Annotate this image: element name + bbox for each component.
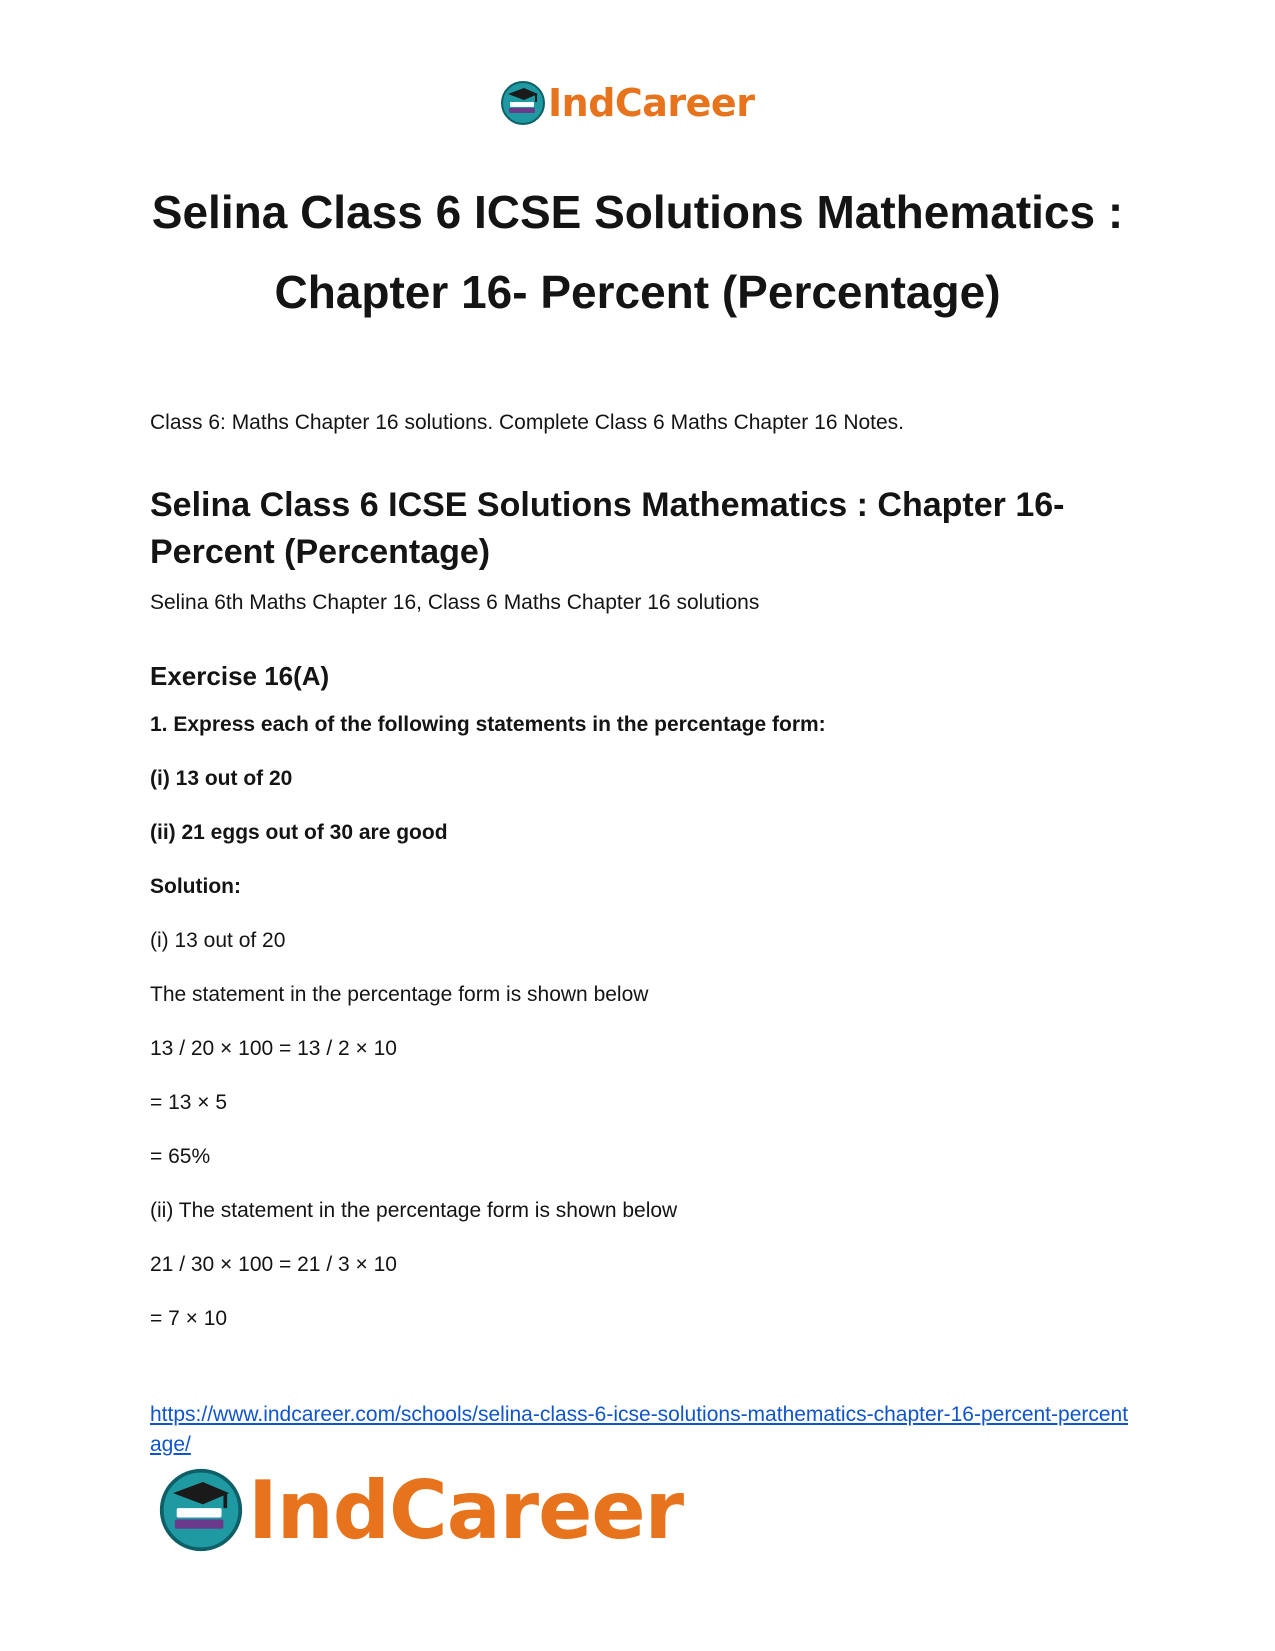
footer-logo <box>158 1462 683 1558</box>
solution-line: = 13 × 5 <box>150 1091 228 1114</box>
solution-line: 21 / 30 × 100 = 21 / 3 × 10 <box>150 1253 397 1276</box>
solution-line: (i) 13 out of 20 <box>150 929 286 952</box>
intro-text: Class 6: Maths Chapter 16 solutions. Complete Class 6 Maths Chapter 16 Notes. <box>150 411 905 434</box>
question-part-i: (i) 13 out of 20 <box>150 767 293 790</box>
source-url-link[interactable]: https://www.indcareer.com/schools/selina-class-6-icse-solutions-mathematics-chapter-16-percent-percentage/ <box>150 1403 1129 1456</box>
logo-wordmark: IndCareer <box>548 81 755 125</box>
section-heading: Selina Class 6 ICSE Solutions Mathematics : Chapter 16- Percent (Percentage) <box>150 486 1065 571</box>
question-prompt: 1. Express each of the following statements in the percentage form: <box>150 713 826 736</box>
solution-line: = 65% <box>150 1145 211 1168</box>
solution-line: 13 / 20 × 100 = 13 / 2 × 10 <box>150 1037 397 1060</box>
exercise-heading: Exercise 16(A) <box>150 661 330 691</box>
solution-line: The statement in the percentage form is shown below <box>150 983 649 1006</box>
page-title: Selina Class 6 ICSE Solutions Mathematics : Chapter 16- Percent (Percentage) <box>151 186 1124 318</box>
subline-text: Selina 6th Maths Chapter 16, Class 6 Maths Chapter 16 solutions <box>150 591 760 614</box>
header-logo <box>500 80 754 126</box>
indcareer-logo-icon <box>158 1467 244 1553</box>
logo-wordmark: IndCareer <box>248 1463 684 1557</box>
question-part-ii: (ii) 21 eggs out of 30 are good <box>150 821 448 844</box>
solution-line: = 7 × 10 <box>150 1307 228 1330</box>
solution-label: Solution: <box>150 875 241 898</box>
indcareer-logo-icon <box>500 80 546 126</box>
solution-line: (ii) The statement in the percentage form is shown below <box>150 1199 678 1222</box>
